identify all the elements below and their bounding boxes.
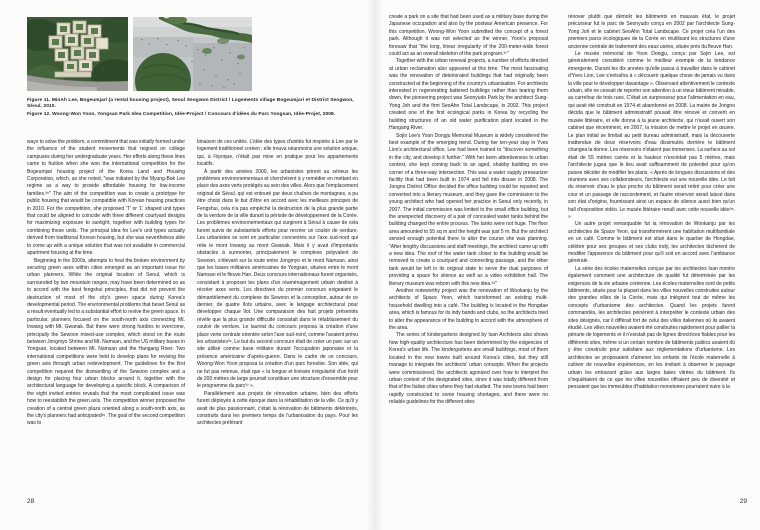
paragraph: Another noteworthy project was the renovation of Wookanju by the architects of Space Yeon, which transformed an existing multi-household dwelling into a café. The building is located in the Hongdae area, which is famous for its indy bands and clubs, so the architects tried to alter the appearance of the building to accord with the atmosphere of the area. bbox=[389, 288, 548, 332]
paragraph: Le musée mémorial de Yoon Dongju, conçu par Sojin Lee, est généralement considéré comme le meilleur exemple de la tendance émergente. Durant les dix années qu'elle passa à travailler dans le cabinet d'Yves Lion, Lee s'entraîna à « découvrir quelque chose de jamais vu dans la ville pour le développer davantage ». Observant attentivement le contexte urbain, elle ne cessait de reporter son attention à un vieux bâtiment minable, au carrefour de trois rues. C'était un surpresseur pour l'alimentation en eau, qui avait été construit en 1974 et abandonné en 2008. La mairie de Jongno décida que le bâtiment administratif pouvait être rénové et converti en musée littéraire, et elle donna à la jeune architecte, qui n'avait ouvert son cabinet que récemment, en 2007, la mission de mettre le projet en œuvre. Le plan initial se limitait au petit bureau administratif, mais la découverte inattendue de deux réservoirs d'eau dissimulés derrière le bâtiment changea la donne. Les réservoirs n'étaient pas immenses. La surface au sol était de 55 mètres carrés et la hauteur n'excédait pas 5 mètres, mais l'architecte jugea que le lieu avait suffisamment de potentiel pour qu'on puisse décider de modifier les plans. « Après de longues discussions et des réunions avec ses collaborateurs, l'architecte eut une nouvelle idée. Le toit du réservoir d'eau le plus proche du bâtiment serait retiré pour créer une cour et un passage de raccordement, et l'autre réservoir serait laissé dans son état d'origine, fournissant ainsi un espace de silence aussi bien qu'un hall d'exposition vidéo. Le musée littéraire renaît avec cette nouvelle idée³⁸. » bbox=[568, 51, 735, 220]
page-number-left: 28 bbox=[27, 498, 35, 505]
paragraph: Beginning in the 2000s, attempts to heal the broken environment by securing green axes within cities emerged as an important issue for urban planners. While the original location of Seoul, which is surrounded by two mountain ranges, may have been determined so as to accord with the best fengshui principles, that did not prevent the destruction of most of the city's green space during Korea's developmental period. The environmental problems that beset Seoul as a result eventually led to a substantial effort to revive the green space. In particular, planners focused on the south-north axis connecting Mt. Inwang with Mt. Gwanak. But there were strong hurdles to overcome, principally the Sewoon mixed-use complex, which stood on the route between Jongmyo Shrine and Mt. Namsan, and the US military bases in Yongsan, located between Mt. Namsan and the Hangang River. Two international competitions were held to develop plans for reviving the green axis through urban redevelopment. The guidelines for the first competition required the dismantling of the Sewoon complex and a design for placing four urban blocks around it, together with the architectural language for developing a specific block. A comparison of the eight invited entries reveals that the most complicated issue was how to reestablish the green axis. The competition winner proposed the creation of a central green plaza oriented along a south-north axis, as the city's planners had anticipated³⁶. The goal of the second competition was to bbox=[27, 257, 185, 427]
paragraph: Un autre projet remarquable fut la rénovation de Wookanju par les architectes de Space Yeon, qui transformèrent une habitation multifamiliale en un café. Comme le bâtiment est situé dans le quartier de Hongdae, célèbre pour ses groupes et ses clubs indy, les architectes tâchèrent de modifier l'apparence du bâtiment pour qu'il soit en accord avec l'ambiance générale. bbox=[568, 221, 735, 265]
page-number-right: 29 bbox=[739, 498, 747, 505]
paragraph: binaison de ces unités. L'idée des types d'unités fut inspirée à Lee par le logement traditionnel coréen ; elle trouva néanmoins une solution unique, qui, à l'époque, n'était pas mise en pratique pour les appartements locatifs. bbox=[197, 139, 358, 168]
left-page-french-column bbox=[197, 139, 358, 483]
figure-11-image bbox=[27, 17, 128, 91]
paragraph: À partir des années 2000, les urbanistes prirent au sérieux les problèmes environnementaux et cherchèrent à y remédier en mettant en place des axes verts protégés au sein des villes. Alors que l'emplacement original de Séoul, qui est entouré par deux chaînes de montagnes, a pu être choisi dans le but d'être en accord avec les meilleurs principes de Fengshui, cela n'a pas empêché la destruction de la plus grande partie de la verdure de la ville durant la période de développement de la Corée. Les problèmes environnementaux qui surgirent à Séoul à cause de cela furent suivis de substantiels efforts pour recréer un couloir de verdure. Les urbanistes se sont en particulier concentrés sur l'axe sud-nord qui relie le mont Inwang au mont Gwanak. Mais il y avait d'importants obstacles à surmonter, principalement le complexe polyvalent de Sewoon, s'élevant sur la route entre Jongmyo et le mont Namsan, ainsi que les bases militaires américaines de Yongsan, situées entre le mont Namsan et le fleuve Han. Deux concours internationaux furent organisés, consistant à proposer les plans d'un réaménagement urbain destiné à récréer axes verts. Les directives du premier concours exigeaient le démantèlement du complexe de Sewoon et la conception, autour de ce dernier, de quatre îlots urbains, avec le langage architectural pour développer chaque îlot. Une comparaison des huit projets présentés révèle que la plus grande difficulté consistait dans le rétablissement du couloir de verdure. Le lauréat du concours proposa la création d'une place verte centrale orientée selon l'axe sud-nord, comme l'avaient prévu les urbanistes³⁶. Le but du second concours était de créer un parc sur un site utilisé comme base militaire durant l'occupation japonaise et la présence américaine d'après-guerre. Dans le cadre de ce concours, Woong-Won Yoon proposa la création d'un parc forestier. Son idée, qui ne fut pas retenue, était que « la longue et linéaire irrégularité d'un forêt de 200 mètres de large pourrait constituer une structure d'ensemble pour le programme du parc³⁷ ». bbox=[197, 168, 358, 390]
figure-11-caption: Figure 11. MinAh Lee, Bogeumjari (a rental housing project), Seoul Seogwon District / Logements village Bogeumjari et District Seogwon, Séoul, 2010. bbox=[27, 98, 354, 110]
right-page-english-column bbox=[389, 14, 548, 482]
figure-captions bbox=[27, 98, 363, 121]
paragraph: The series of kindergartens designed by Isan Architects also shows how high-quality architecture has been determined by the exigencies of Korea's urban life. The kindergartens are small buildings, most of them located in the new towns built around Korea's cities, but they still manage to integrate the architects' urban concepts. When the projects were commissioned, the architects agonized over how to interpret the urban context of the designated sites, since it was totally different from that of the Italian cities where they had studied. The new towns had been rapidly constructed to some housing shortages, and there were no reliable guidelines for the different sites bbox=[389, 332, 548, 406]
figure-12-caption: Figure 12. Woong-Won Yoon, Yongsan Park Idea Competition, Idée-Project / Concours d'idées du Parc Yongsan, Idée-Projet, 2008. bbox=[27, 112, 336, 118]
paragraph: rénover plutôt que démolir les bâtiments en mauvais état, le projet précurseur fut le parc de Seonyudo conçu en 2002 par l'architecte Sung-Yong Joh et le cabinet SeoAhn Total Landscape. Ce projet créa l'un des premiers parcs écologiques de la Corée en réutilisant les structures d'une ancienne centrale de traitement des eaux usées, située près du fleuve Han. bbox=[568, 14, 735, 50]
paragraph: create a park on a site that had been used as a military base during the Japanese occupation and also by the postwar American presence. For this competition, Woong-Won Yoon submitted the concept of a forest park. Although it was not selected as the winner, Yoon's proposal foresaw that "the long, linear irregularity of the 200-meter-wide forest could act as an overall skeleton of the park program.³⁷" bbox=[389, 14, 548, 58]
paragraph: ways to solve the problem, a commitment that was initially formed under the influence of the student movements that reigned on college campuses during her undergraduate years. Her efforts along these lines came to fruition when she won the international competition for the Bogeumjari housing project of the Korea Land and Housing Corporation, which, as she noted, "was initiated by the Myung-Bak Lee regime as a way to provide affordable housing for low-income families.³⁵" The aim of the competition was to create a prototype for public housing that would be compatible with Korean housing practices in 2010. For the competition, she proposed 'T' or 'L' shaped unit types that could be aligned to coincide with three different courtyard designs for maximizing exposure to sunlight, together with building types for combining these units. The principal idea for Lee's unit types actually derived from traditional Korean housing, but she was nevertheless able to come up with a unique solution that was not available in commercial apartment housing at the time. bbox=[27, 139, 185, 257]
page-gutter bbox=[366, 0, 384, 530]
right-page-french-column bbox=[568, 14, 735, 482]
left-page-english-column bbox=[27, 139, 185, 483]
paragraph: Parallèlement aux projets de rénovation urbaine, bien des efforts furent déployés à cette époque dans la réhabilitation de la ville. Ce qu'il y avait de plus passionnant, c'était la rénovation de bâtiments détériorés, construits dans les premiers temps de l'urbanisation du pays. Pour les architectes préférant bbox=[197, 390, 358, 427]
figure-12-image bbox=[133, 17, 252, 91]
paragraph: Sojin Lee's Yoon Dongju Memorial Museum is widely considered the best example of the emerging trend. During her ten-year stay in Yves Lion's architectural office, Lee had been trained to "discover something in the city, and develop it further." With her keen attentiveness to urban context, she kept coming back to an aged, shabby building on one corner of a three-way intersection. This was a water supply pressurizer facility that had been built in 1974 and fell into disuse in 2008. The Jongno District Office decided the office building could be repaired and converted into a literary museum, and they gave the commission to the young architect who had opened her practice in Seoul only recently, in 2007. The initial commission was limited to the small office building, but the unexpected discovery of a pair of concealed water tanks behind the building changed the entire process. The tanks were not huge. The floor area amounted to 55 sq m and the height was just 5 m. But the architect sensed enough potential there to alter the course she was planning. "After lengthy discussions and staff meetings, the architect came up with a new idea. The roof of the water tank closer to the building would be removed to create a courtyard and connecting passage, and the other tank would be left in its original state to serve the dual purposes of providing a space for silence as well as a video exhibition hall. The literary museum was reborn with this new idea.³⁸" bbox=[389, 132, 548, 287]
paragraph: Together with the urban renewal projects, a number of efforts directed at urban reclamation also appeared at this time. The most fascinating was the renovation of deteriorated buildings that had originally been constructed at the beginning of the country's urbanisation. For architects interested in regenerating battered buildings rather than tearing them down, the pioneering project was Seonyudo Park by the architect Sung-Yong Joh and the firm SeoAhn Total Landscape, in 2002. This project created one of the first ecological parks in Korea by recycling the building structures of an old water purification plant located in the Hangang River. bbox=[389, 58, 548, 132]
paragraph: La série des écoles maternelles conçue par les architectes Isan montre également comment une architecture de qualité fut déterminée par les exigences de la vie urbaine coréenne. Les écoles maternelles sont de petits bâtiments, situés pour la plupart dans les villes nouvelles construites autour des grandes villes de la Corée, mais qui intègrent tout de même les concepts d'urbanisme des architectes. Quand les projets furent commandés, les architectes peinèrent à interpréter le contexte urbain des sites désignés, car il différait fort de celui des villes italiennes où ils avaient étudié. Les villes nouvelles avaient été construites rapidement pour pallier la pénurie de logements et il n'existait pas de lignes directrices fiables pour les différents sites, même si un certain nombre de bâtiments publics avaient dû y être construits pour satisfaire aux réglementations d'urbanisme. Les architectes se proposaient d'amener les enfants de l'école maternelle à cultiver de nouvelles expériences, en les invitant à observer le paysage urbain les entourant grâce aux larges baies vitrées du bâtiment. Ils s'inquiétaient de ce que les villes nouvelles offraient peu de diversité et pensaient que les immeubles d'habitation monotones pourraient nuire à la bbox=[568, 265, 735, 391]
